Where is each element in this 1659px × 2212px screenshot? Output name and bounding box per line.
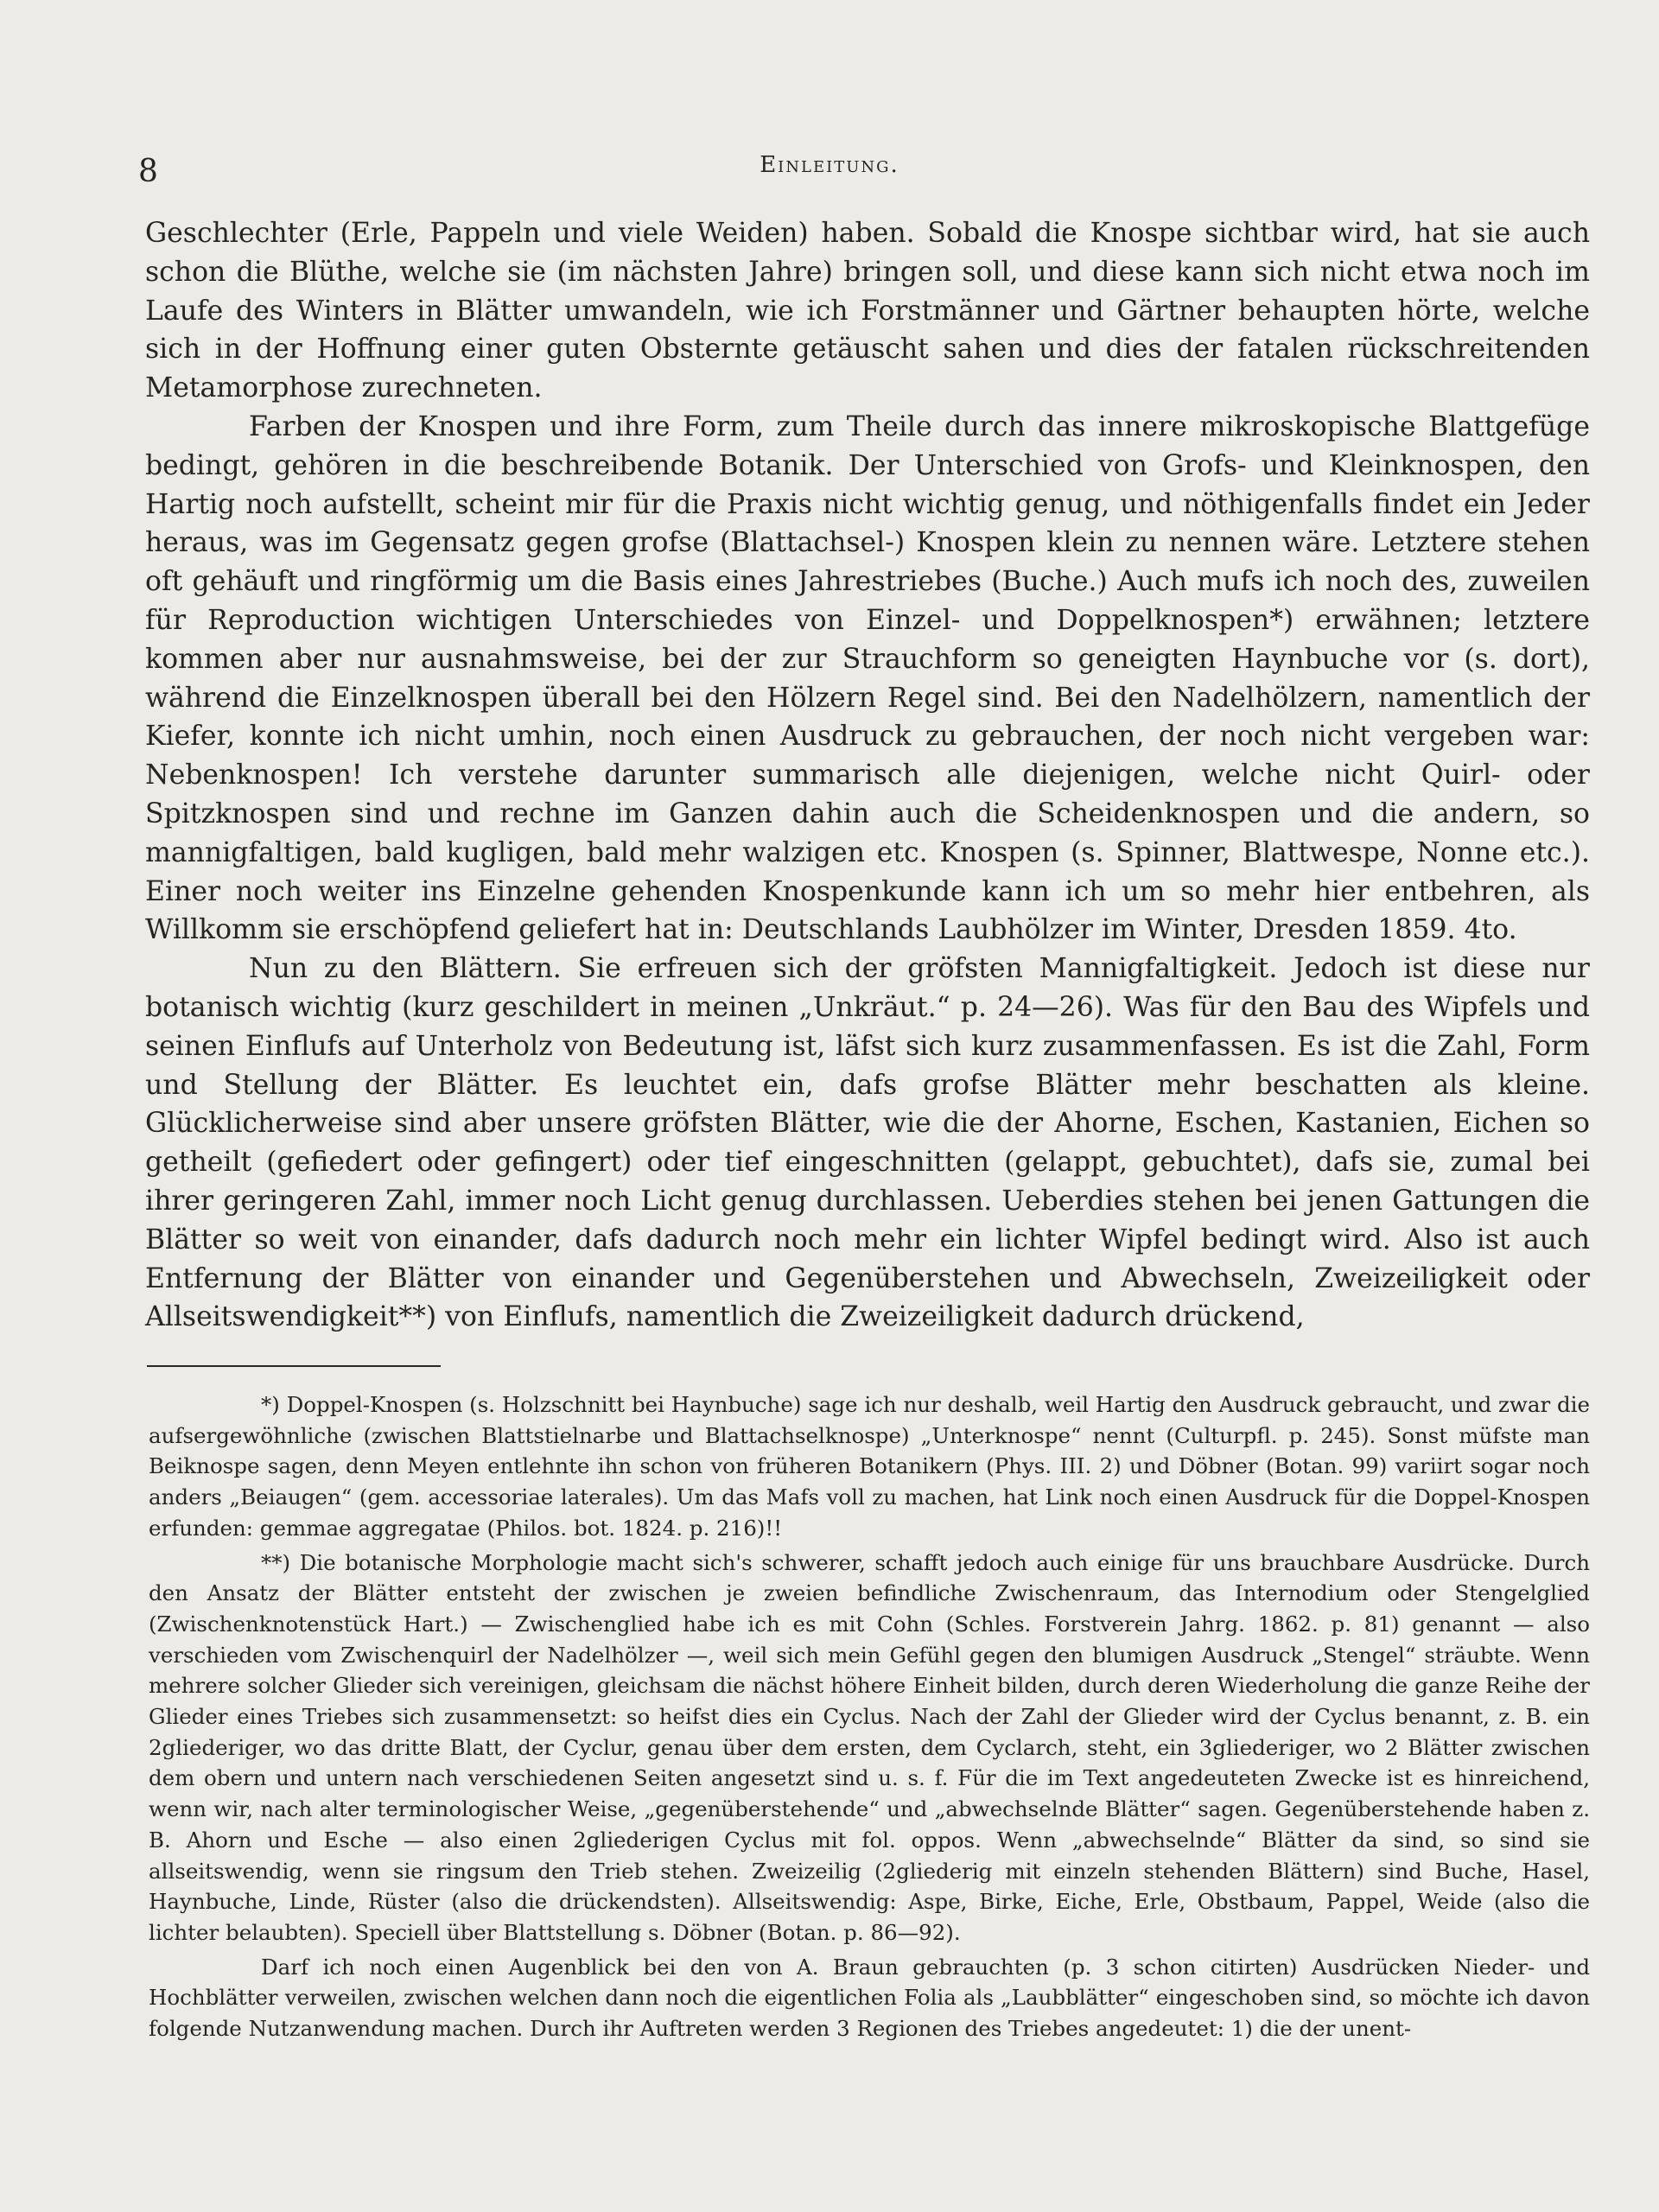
page-number: 8 — [138, 154, 158, 189]
footnote: **) Die botanische Morphologie macht sich's schwerer, schafft jedoch auch einige für uns brauchbare Ausdrücke. Durch den Ansatz der Blätter entsteht der zwischen je zweien befindliche Zwischenraum, das Internodium oder Stengelglied (Zwischenknotenstück Hart.) — Zwischenglied habe ich es mit Cohn (Schles. Forstverein Jahrg. 1862. p. 81) genannt — also verschieden vom Zwischenquirl der Nadelhölzer —, weil sich mein Gefühl gegen den blumigen Ausdruck „Stengel“ sträubte. Wenn mehrere solcher Glieder sich vereinigen, gleichsam die nächst höhere Einheit bilden, durch deren Wiederholung die ganze Reihe der Glieder eines Triebes sich zusammensetzt: so heifst dies ein Cyclus. Nach der Zahl der Glieder wird der Cyclus benannt, z. B. ein 2gliederiger, wo das dritte Blatt, der Cyclur, genau über dem ersten, dem Cyclarch, steht, ein 3gliederiger, wo 2 Blätter zwischen dem obern und untern nach verschiedenen Seiten angesetzt sind u. s. f. Für die im Text angedeuteten Zwecke ist es hinreichend, wenn wir, nach alter terminologischer Weise, „gegenüberstehende“ und „abwechselnde Blätter“ sagen. Gegenüberstehende haben z. B. Ahorn und Esche — also einen 2gliederigen Cyclus mit fol. oppos. Wenn „abwechselnde“ Blätter da sind, so sind sie allseitswendig, wenn sie ringsum den Trieb stehen. Zweizeilig (2gliederig mit einzeln stehenden Blättern) sind Buche, Hasel, Haynbuche, Linde, Rüster (also die drückendsten). Allseitswendig: Aspe, Birke, Eiche, Erle, Obstbaum, Pappel, Weide (also die lichter belaubten). Speciell über Blattstellung s. Döbner (Botan. p. 86—92). — [149, 1549, 1590, 1945]
footnote-separator — [147, 1365, 441, 1367]
running-title: Einleitung. — [760, 152, 899, 178]
footnote: *) Doppel-Knospen (s. Holzschnitt bei Haynbuche) sage ich nur deshalb, weil Hartig den Ausdruck gebraucht, und zwar die aufsergewöhnliche (zwischen Blattstielnarbe und Blattachselknospe) „Unterknospe“ nennt (Culturpfl. p. 245). Sonst müfste man Beiknospe sagen, denn Meyen entlehnte ihn schon von früheren Botanikern (Phys. III. 2) und Döbner (Botan. 99) variirt sogar noch anders „Beiaugen“ (gem. accessoriae laterales). Um das Mafs voll zu machen, hat Link noch einen Ausdruck für die Doppel-Knospen erfunden: gemmae aggregatae (Philos. bot. 1824. p. 216)!! — [149, 1392, 1590, 1541]
main-text — [145, 214, 1590, 1337]
footnote: Darf ich noch einen Augenblick bei den von A. Braun gebrauchten (p. 3 schon citirten) Ausdrücken Nieder- und Hochblätter verweilen, zwischen welchen dann noch die eigentlichen Folia als „Laubblätter“ eingeschoben sind, so möchte ich davon folgende Nutzanwendung machen. Durch ihr Auftreten werden 3 Regionen des Triebes angedeutet: 1) die der unent- — [149, 1954, 1590, 2042]
body-paragraph: Farben der Knospen und ihre Form, zum Theile durch das innere mikroskopische Blattgefüge bedingt, gehören in die beschreibende Botanik. Der Unterschied von Grofs- und Kleinknospen, den Hartig noch aufstellt, scheint mir für die Praxis nicht wichtig genug, und nöthigenfalls findet ein Jeder heraus, was im Gegensatz gegen grofse (Blattachsel-) Knospen klein zu nennen wäre. Letztere stehen oft gehäuft und ringförmig um die Basis eines Jahrestriebes (Buche.) Auch mufs ich noch des, zuweilen für Reproduction wichtigen Unterschiedes von Einzel- und Doppelknospen*) erwähnen; letztere kommen aber nur ausnahmsweise, bei der zur Strauchform so geneigten Haynbuche vor (s. dort), während die Einzelknospen überall bei den Hölzern Regel sind. Bei den Nadelhölzern, namentlich der Kiefer, konnte ich nicht umhin, noch einen Ausdruck zu gebrauchen, der noch nicht vergeben war: Nebenknospen! Ich verstehe darunter summarisch alle diejenigen, welche nicht Quirl- oder Spitzknospen sind und rechne im Ganzen dahin auch die Scheidenknospen und die andern, so mannigfaltigen, bald kugligen, bald mehr walzigen etc. Knospen (s. Spinner, Blattwespe, Nonne etc.). Einer noch weiter ins Einzelne gehenden Knospenkunde kann ich um so mehr hier entbehren, als Willkomm sie erschöpfend geliefert hat in: Deutschlands Laubhölzer im Winter, Dresden 1859. 4to. — [145, 410, 1590, 946]
body-paragraph: Geschlechter (Erle, Pappeln und viele Weiden) haben. Sobald die Knospe sichtbar wird, hat sie auch schon die Blüthe, welche sie (im nächsten Jahre) bringen soll, und diese kann sich nicht etwa noch im Laufe des Winters in Blätter umwandeln, wie ich Forstmänner und Gärtner behaupten hörte, welche sich in der Hoffnung einer guten Obsternte getäuscht sahen und dies der fatalen rückschreitenden Metamorphose zurechneten. — [145, 218, 1590, 404]
body-paragraph: Nun zu den Blättern. Sie erfreuen sich der gröfsten Mannigfaltigkeit. Jedoch ist diese nur botanisch wichtig (kurz geschildert in meinen „Unkräut.“ p. 24—26). Was für den Bau des Wipfels und seinen Einflufs auf Unterholz von Bedeutung ist, läfst sich kurz zusammenfassen. Es ist die Zahl, Form und Stellung der Blätter. Es leuchtet ein, dafs grofse Blätter mehr beschatten als kleine. Glücklicherweise sind aber unsere gröfsten Blätter, wie die der Ahorne, Eschen, Kastanien, Eichen so getheilt (gefiedert oder gefingert) oder tief eingeschnitten (gelappt, gebuchtet), dafs sie, zumal bei ihrer geringeren Zahl, immer noch Licht genug durchlassen. Ueberdies stehen bei jenen Gattungen die Blätter so weit von einander, dafs dadurch noch mehr ein lichter Wipfel bedingt wird. Also ist auch Entfernung der Blätter von einander und Gegenüberstehen und Abwechseln, Zweizeiligkeit oder Allseitswendigkeit**) von Einflufs, namentlich die Zweizeiligkeit dadurch drückend, — [145, 953, 1590, 1333]
footnotes — [149, 1389, 1590, 2044]
